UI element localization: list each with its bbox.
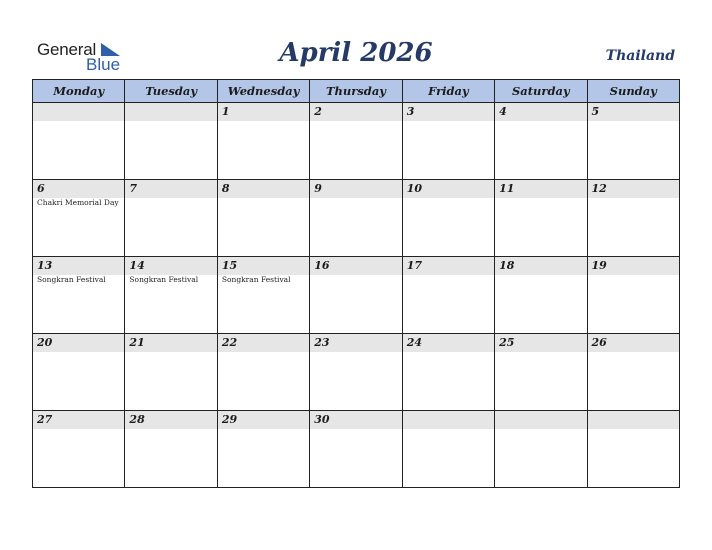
weekday-tuesday: Tuesday	[125, 80, 217, 103]
day-cell	[587, 411, 679, 488]
day-number	[495, 411, 586, 429]
day-number: 10	[403, 180, 494, 198]
country-label: Thailand	[605, 48, 675, 64]
calendar-title: April 2026	[279, 38, 433, 68]
weekday-monday: Monday	[33, 80, 125, 103]
weekday-header-row	[33, 80, 680, 103]
day-number: 24	[403, 334, 494, 352]
day-cell	[402, 411, 494, 488]
day-cell	[402, 257, 494, 334]
day-cell	[310, 257, 402, 334]
day-cell	[495, 411, 587, 488]
day-cell	[587, 334, 679, 411]
day-cell	[125, 411, 217, 488]
day-number: 23	[310, 334, 401, 352]
day-cell	[217, 334, 309, 411]
weekday-sunday: Sunday	[587, 80, 679, 103]
day-number: 19	[588, 257, 679, 275]
day-number: 18	[495, 257, 586, 275]
day-number: 25	[495, 334, 586, 352]
day-number: 27	[33, 411, 124, 429]
day-cell	[402, 180, 494, 257]
day-cell	[217, 103, 309, 180]
day-cell	[402, 103, 494, 180]
day-number	[403, 411, 494, 429]
day-cell	[33, 257, 125, 334]
day-cell	[587, 180, 679, 257]
day-number: 2	[310, 103, 401, 121]
day-cell	[495, 257, 587, 334]
day-number: 15	[218, 257, 309, 275]
day-cell	[125, 257, 217, 334]
week-row	[33, 103, 680, 180]
day-number: 21	[125, 334, 216, 352]
day-cell	[495, 103, 587, 180]
day-number: 13	[33, 257, 124, 275]
day-cell	[217, 257, 309, 334]
holiday-label: Chakri Memorial Day	[37, 198, 119, 207]
day-cell	[125, 180, 217, 257]
day-cell	[310, 334, 402, 411]
day-number: 30	[310, 411, 401, 429]
day-number: 11	[495, 180, 586, 198]
day-cell	[310, 180, 402, 257]
day-number: 29	[218, 411, 309, 429]
week-row	[33, 334, 680, 411]
day-number: 5	[588, 103, 679, 121]
day-cell	[33, 334, 125, 411]
day-cell	[33, 411, 125, 488]
day-cell	[33, 180, 125, 257]
weekday-thursday: Thursday	[310, 80, 402, 103]
week-row	[33, 411, 680, 488]
weekday-wednesday: Wednesday	[217, 80, 309, 103]
day-cell	[587, 103, 679, 180]
day-number: 16	[310, 257, 401, 275]
day-cell	[310, 411, 402, 488]
week-row	[33, 180, 680, 257]
day-number: 20	[33, 334, 124, 352]
day-number: 8	[218, 180, 309, 198]
weekday-saturday: Saturday	[495, 80, 587, 103]
day-number: 26	[588, 334, 679, 352]
day-cell	[495, 180, 587, 257]
day-number	[588, 411, 679, 429]
day-number: 1	[218, 103, 309, 121]
day-number: 6	[33, 180, 124, 198]
day-cell	[33, 103, 125, 180]
day-number: 12	[588, 180, 679, 198]
holiday-label: Songkran Festival	[37, 275, 106, 284]
day-cell	[217, 411, 309, 488]
day-number: 22	[218, 334, 309, 352]
week-row	[33, 257, 680, 334]
weekday-friday: Friday	[402, 80, 494, 103]
day-cell	[402, 334, 494, 411]
day-cell	[217, 180, 309, 257]
day-number: 14	[125, 257, 216, 275]
day-cell	[587, 257, 679, 334]
day-cell	[495, 334, 587, 411]
day-number: 28	[125, 411, 216, 429]
holiday-label: Songkran Festival	[221, 275, 291, 284]
day-number: 17	[403, 257, 494, 275]
day-number	[33, 103, 124, 121]
logo-word-blue: Blue	[86, 55, 121, 74]
calendar-grid	[32, 79, 680, 488]
holiday-label: Songkran Festival	[129, 275, 199, 284]
day-cell	[310, 103, 402, 180]
day-number: 3	[403, 103, 494, 121]
day-number: 7	[125, 180, 216, 198]
day-number: 9	[310, 180, 401, 198]
day-cell	[125, 334, 217, 411]
day-cell	[125, 103, 217, 180]
logo-word-general: General	[37, 40, 97, 59]
day-number: 4	[495, 103, 586, 121]
day-number	[125, 103, 216, 121]
